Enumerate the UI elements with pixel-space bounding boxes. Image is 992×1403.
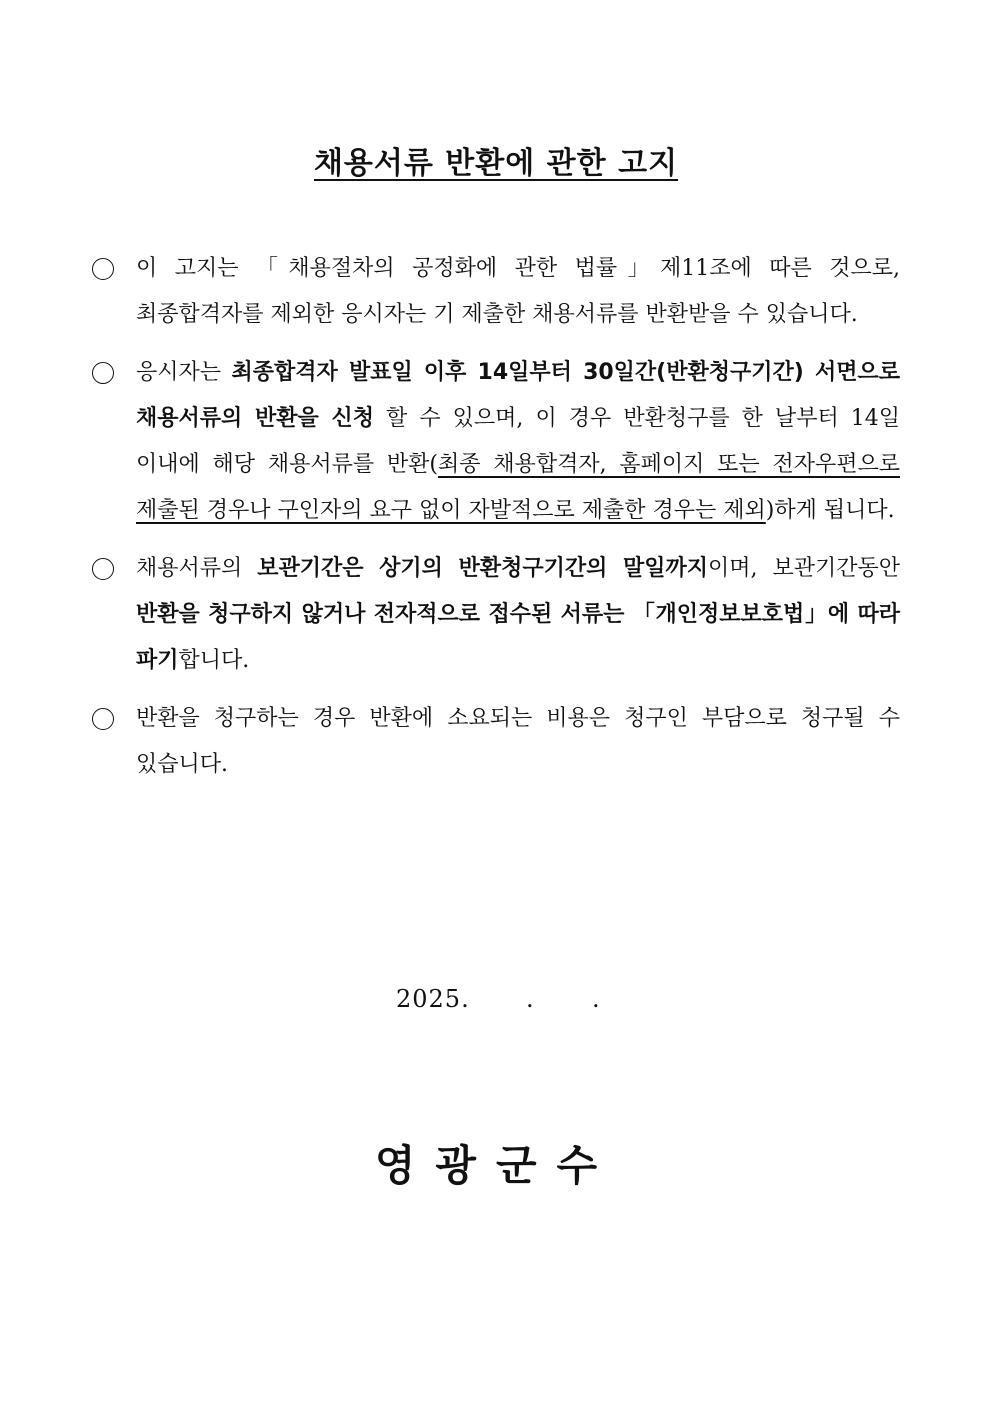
document-title: [0, 138, 992, 182]
item-text: 반환을 청구하는 경우 반환에 소요되는 비용은 청구인 부담으로 청구될 수 있습니다.: [136, 706, 900, 777]
date-day-dot: .: [592, 985, 601, 1013]
circle-bullet-icon: [92, 362, 114, 384]
circle-bullet-icon: [92, 708, 114, 730]
item-text: 할 수 있으며, 이 경우 반환청구를 한 날부터 14일 이내에 해당 채용서류를 반환(: [136, 406, 900, 477]
item-text: 응시자는: [136, 360, 232, 385]
issuer-signature: 영광군수: [374, 1141, 618, 1190]
document-date: [396, 985, 601, 1013]
circle-bullet-icon: [92, 258, 114, 280]
date-year: 2025.: [396, 985, 470, 1013]
notice-item-4: [92, 696, 900, 788]
date-month-dot: .: [526, 985, 535, 1013]
item-bold-text: 반환을 청구하지 않거나 전자적으로 접수된 서류는 「개인정보보호법」에 따라 파기: [136, 602, 900, 673]
document-title-text: 채용서류 반환에 관한 고지: [313, 146, 679, 181]
notice-items: [92, 246, 900, 800]
item-text: 이며, 보관기간동안: [707, 556, 900, 581]
item-text: )하게 됩니다.: [765, 498, 895, 523]
notice-item-3: [92, 546, 900, 684]
item-text: 채용서류의: [136, 556, 258, 581]
notice-item-2: [92, 350, 900, 534]
circle-bullet-icon: [92, 558, 114, 580]
item-bold-text: 최종합격자 발표일 이후 14일부터 30일간(반환청구기간) 서면으로 채용서류의 반환을 신청: [136, 360, 900, 431]
item-bold-text: 보관기간은 상기의 반환청구기간의 말일까지: [257, 556, 708, 581]
item-text: 합니다.: [178, 648, 250, 673]
item-underlined-text: 최종 채용합격자, 홈페이지 또는 전자우편으로 제출된 경우나 구인자의 요구 없이 자발적으로 제출한 경우는 제외: [136, 452, 900, 523]
item-text: 이 고지는 「채용절차의 공정화에 관한 법률」제11조에 따른 것으로, 최종합격자를 제외한 응시자는 기 제출한 채용서류를 반환받을 수 있습니다.: [136, 256, 900, 327]
notice-item-1: [92, 246, 900, 338]
